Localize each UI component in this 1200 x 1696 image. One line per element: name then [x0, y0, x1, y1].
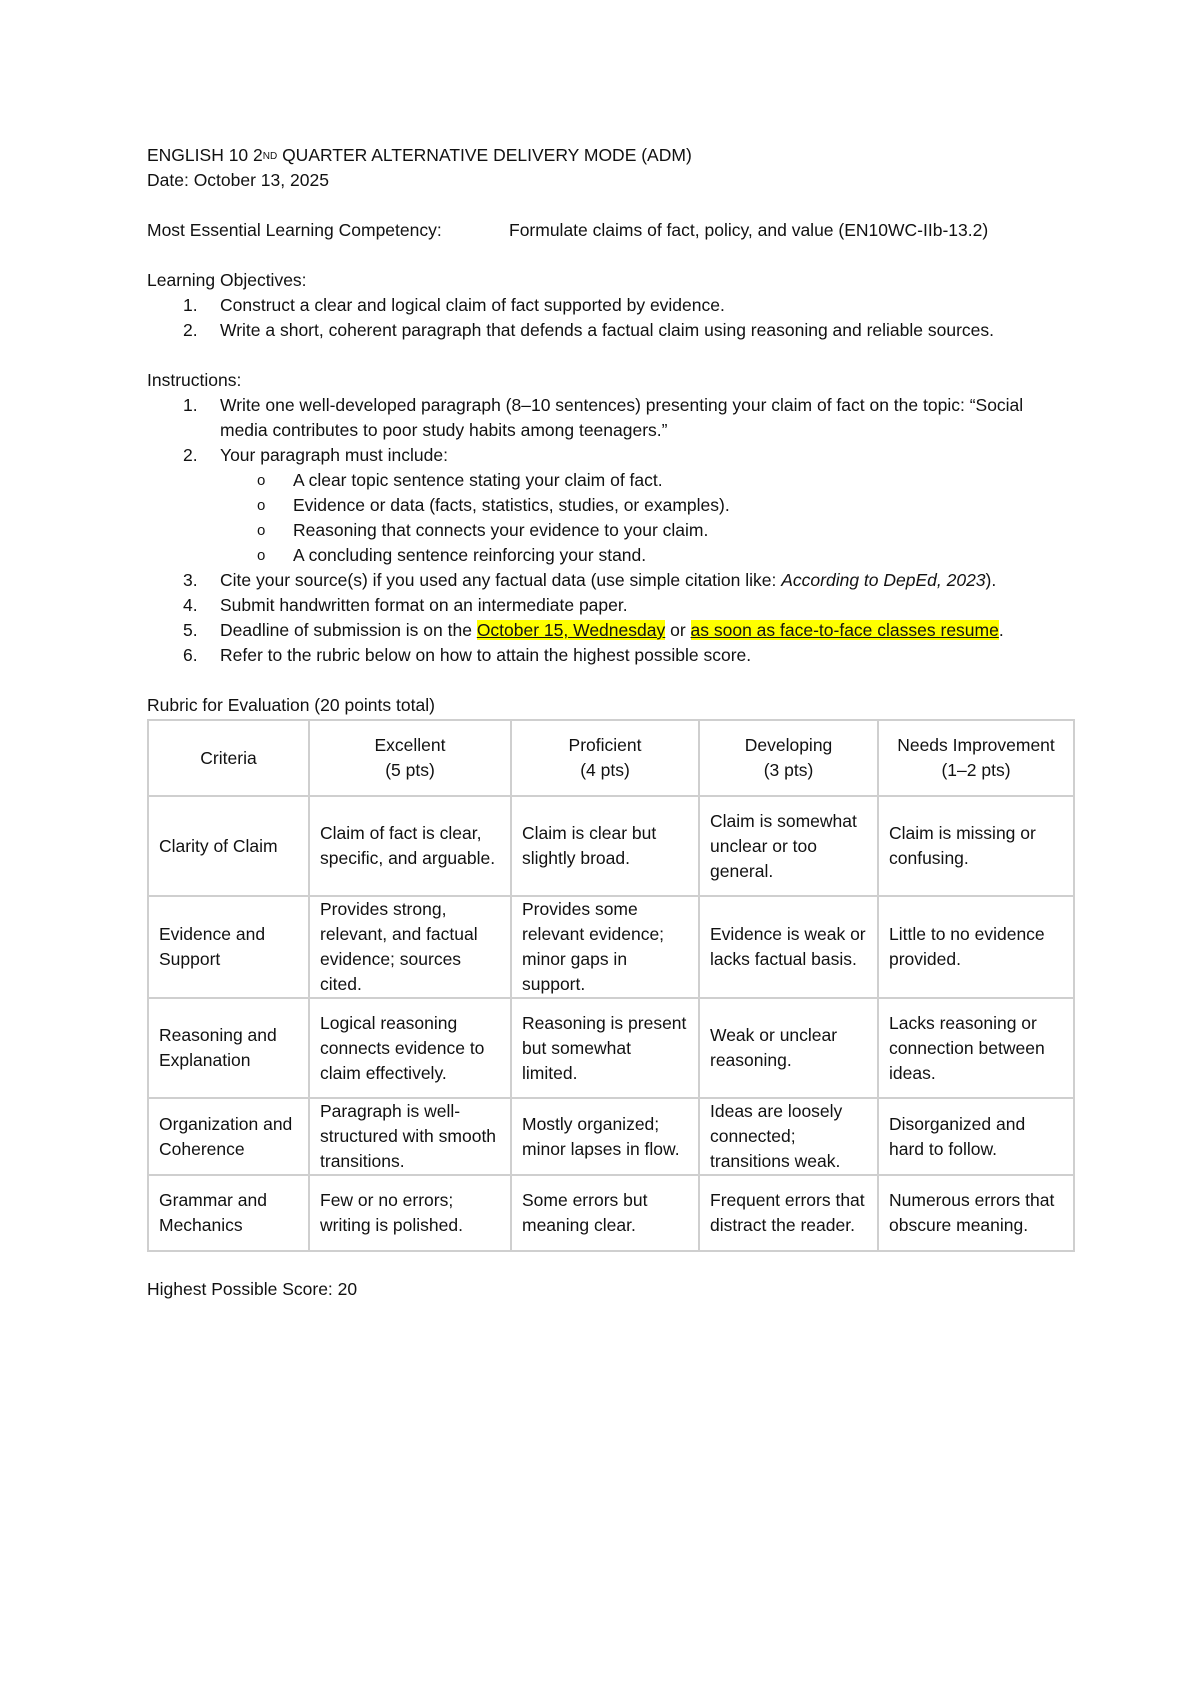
instructions-heading: Instructions:	[147, 370, 242, 390]
developing-cell: Evidence is weak or lacks factual basis.	[699, 896, 878, 998]
instruction-item: 6. Refer to the rubric below on how to attain the highest possible score.	[183, 645, 752, 665]
developing-cell: Weak or unclear reasoning.	[699, 998, 878, 1098]
header-cell-criteria: Criteria	[148, 720, 309, 796]
title-superscript: ND	[262, 151, 278, 162]
needs-improvement-cell: Numerous errors that obscure meaning.	[878, 1175, 1074, 1251]
proficient-cell: Mostly organized; minor lapses in flow.	[511, 1098, 699, 1175]
excellent-cell: Claim of fact is clear, specific, and arguable.	[309, 796, 511, 896]
instruction-item: 3. Cite your source(s) if you used any factual data (use simple citation like: According to DepEd, 2023).	[183, 570, 997, 590]
instruction-item: 2. Your paragraph must include: o A clear topic sentence stating your claim of fact. o Evidence or data (facts, statistics, studies, or examples). o Reasoning that connects your evidence to your claim. o A concluding sentence reinforcing your stand.	[147, 443, 1067, 568]
objectives-heading: Learning Objectives:	[147, 270, 307, 290]
citation-example: According to DepEd, 2023	[781, 570, 986, 590]
needs-improvement-cell: Disorganized and hard to follow.	[878, 1098, 1074, 1175]
document-page	[147, 143, 1067, 1302]
requirement-item: o Reasoning that connects your evidence to your claim.	[147, 518, 1067, 543]
table-row	[148, 1098, 1074, 1175]
proficient-cell: Claim is clear but slightly broad.	[511, 796, 699, 896]
table-row	[148, 796, 1074, 896]
bullet-icon: o	[257, 472, 266, 489]
objective-item: 2. Write a short, coherent paragraph that defends a factual claim using reasoning and reliable sources.	[183, 320, 995, 340]
excellent-cell: Provides strong, relevant, and factual evidence; sources cited.	[309, 896, 511, 998]
proficient-cell: Provides some relevant evidence; minor gaps in support.	[511, 896, 699, 998]
document-date: Date: October 13, 2025	[147, 170, 329, 190]
instruction-item: 5. Deadline of submission is on the October 15, Wednesday or as soon as face-to-face classes resume.	[183, 620, 1004, 640]
resume-highlight: as soon as face-to-face classes resume	[690, 620, 999, 640]
header-cell-proficient: Proficient (4 pts)	[511, 720, 699, 796]
bullet-icon: o	[257, 522, 266, 539]
instruction-item: 1. Write one well-developed paragraph (8–10 sentences) presenting your claim of fact on the topic: “Social media contributes to poor study habits among teenagers.”	[183, 395, 1024, 440]
requirement-item: o Evidence or data (facts, statistics, studies, or examples).	[147, 493, 1067, 518]
criteria-cell: Reasoning and Explanation	[148, 998, 309, 1098]
rubric-caption: Rubric for Evaluation (20 points total)	[147, 695, 435, 715]
needs-improvement-cell: Little to no evidence provided.	[878, 896, 1074, 998]
requirements-list	[220, 468, 1067, 568]
instructions-list	[147, 393, 1067, 668]
criteria-cell: Grammar and Mechanics	[148, 1175, 309, 1251]
competency-value: Formulate claims of fact, policy, and value (EN10WC-IIb-13.2)	[509, 220, 989, 240]
developing-cell: Ideas are loosely connected; transitions weak.	[699, 1098, 878, 1175]
objective-item: 1. Construct a clear and logical claim of fact supported by evidence.	[183, 295, 725, 315]
proficient-cell: Some errors but meaning clear.	[511, 1175, 699, 1251]
competency-line	[147, 218, 1067, 243]
deadline-highlight: October 15, Wednesday	[476, 620, 666, 640]
proficient-cell: Reasoning is present but somewhat limited.	[511, 998, 699, 1098]
table-row	[148, 1175, 1074, 1251]
needs-improvement-cell: Lacks reasoning or connection between ideas.	[878, 998, 1074, 1098]
developing-cell: Claim is somewhat unclear or too general.	[699, 796, 878, 896]
bullet-icon: o	[257, 547, 266, 564]
table-row	[148, 998, 1074, 1098]
header-cell-developing: Developing (3 pts)	[699, 720, 878, 796]
competency-label: Most Essential Learning Competency:	[147, 220, 442, 240]
instruction-item: 4. Submit handwritten format on an intermediate paper.	[183, 595, 628, 615]
rubric-table	[147, 719, 1075, 1252]
bullet-icon: o	[257, 497, 266, 514]
table-row	[148, 896, 1074, 998]
document-title: ENGLISH 10 2ND QUARTER ALTERNATIVE DELIVERY MODE (ADM)	[147, 145, 692, 165]
needs-improvement-cell: Claim is missing or confusing.	[878, 796, 1074, 896]
highest-score: Highest Possible Score: 20	[147, 1279, 358, 1299]
header-cell-excellent: Excellent (5 pts)	[309, 720, 511, 796]
criteria-cell: Evidence and Support	[148, 896, 309, 998]
excellent-cell: Paragraph is well-structured with smooth transitions.	[309, 1098, 511, 1175]
header-cell-needs-improvement: Needs Improvement (1–2 pts)	[878, 720, 1074, 796]
developing-cell: Frequent errors that distract the reader.	[699, 1175, 878, 1251]
excellent-cell: Logical reasoning connects evidence to claim effectively.	[309, 998, 511, 1098]
rubric-header-row	[148, 720, 1074, 796]
criteria-cell: Organization and Coherence	[148, 1098, 309, 1175]
objectives-list	[147, 293, 1067, 343]
criteria-cell: Clarity of Claim	[148, 796, 309, 896]
excellent-cell: Few or no errors; writing is polished.	[309, 1175, 511, 1251]
requirement-item: o A concluding sentence reinforcing your stand.	[147, 543, 1067, 568]
requirement-item: o A clear topic sentence stating your claim of fact.	[147, 468, 1067, 493]
